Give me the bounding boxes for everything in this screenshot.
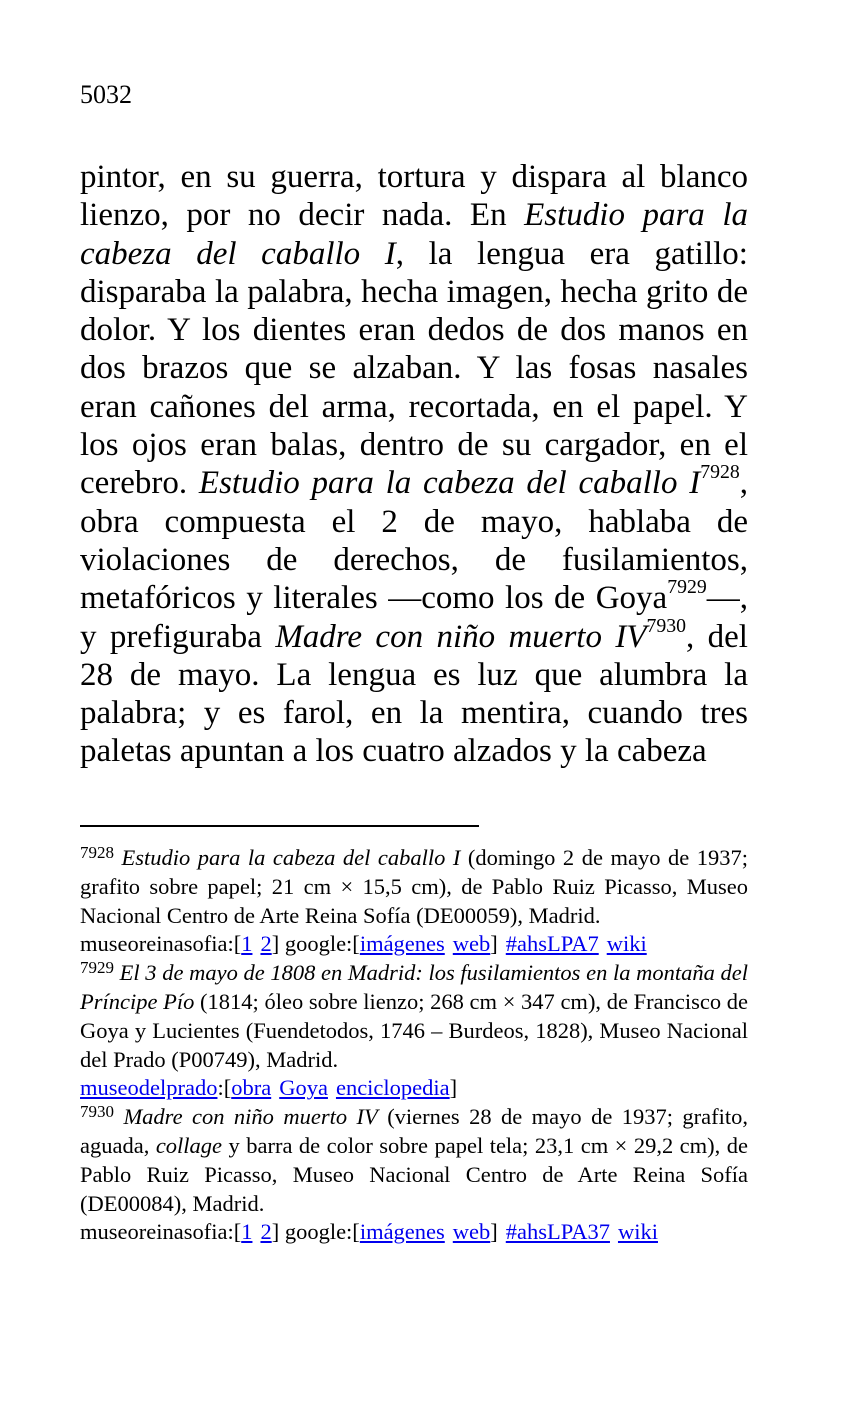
body-text-5: , del 28 de mayo. La lengua es luz que alumbra la palabra; y es farol, en la mentira, cuando tres paletas apuntan a los cuatro alzados y la cabeza xyxy=(80,618,748,770)
body-text-3: , obra compuesta el 2 de mayo, hablaba de violaciones de derechos, de fusilamientos, metafóricos y literales —como los de Goya xyxy=(80,465,748,617)
link-ahslpa37[interactable]: #ahsLPA37 xyxy=(505,1219,610,1245)
link-prefix: museoreinasofia:[ xyxy=(80,1219,242,1245)
link-wiki[interactable]: wiki xyxy=(617,1219,658,1245)
link-museoreinasofia-1[interactable]: 1 xyxy=(241,1219,253,1245)
footnote-text: (1814; óleo sobre lienzo; 268 cm × 347 cm), de Francisco de Goya y Lucientes (Fuendetodos, 1746 – Burdeos, 1828), Museo Nacional del Prado (P00749), Madrid. xyxy=(80,988,748,1072)
link-bracket-close: ] xyxy=(449,1075,458,1101)
footnote-ref-7928: 7928 xyxy=(700,461,740,484)
footnote-ref-7930: 7930 xyxy=(646,614,687,637)
footnotes xyxy=(80,844,748,1247)
link-google-images[interactable]: imágenes xyxy=(359,931,445,957)
body-text-4: —, y prefiguraba xyxy=(80,580,748,655)
footnote-links-7928 xyxy=(80,930,748,959)
body-text-2: , la lengua era gatillo: disparaba la palabra, hecha imagen, hecha grito de dolor. Y los dientes eran dedos de dos manos en dos brazos que se alzaban. Y las fosas nasales eran cañones del arma, recortada, en el papel. Y los ojos eran balas, dentro de su cargador, en el cerebro. xyxy=(80,235,748,502)
footnote-text-1: (viernes 28 de mayo de 1937; grafito, aguada, xyxy=(80,1104,749,1158)
footnote-7928 xyxy=(80,844,748,930)
footnote-italic-term: collage xyxy=(155,1132,223,1158)
link-google-web[interactable]: web xyxy=(452,931,491,957)
footnote-number: 7929 xyxy=(80,958,114,978)
footnote-separator xyxy=(80,825,479,827)
link-museoreinasofia-1[interactable]: 1 xyxy=(241,931,253,957)
footnote-ref-7929: 7929 xyxy=(667,576,707,599)
link-museoreinasofia-2[interactable]: 2 xyxy=(260,931,272,957)
artwork-title-3: Madre con niño muerto IV xyxy=(275,618,647,655)
link-google-images[interactable]: imágenes xyxy=(359,1219,445,1245)
page-number: 5032 xyxy=(80,80,132,109)
footnote-text-2: y barra de color sobre papel tela; 23,1 cm × 29,2 cm), de Pablo Ruiz Picasso, Museo Nacional Centro de Arte Reina Sofía (DE00084), Madrid. xyxy=(80,1132,748,1216)
link-separator: ] google:[ xyxy=(271,1219,360,1245)
footnote-7929 xyxy=(80,959,748,1074)
footnote-text: (domingo 2 de mayo de 1937; grafito sobre papel; 21 cm × 15,5 cm), de Pablo Ruiz Picasso, Museo Nacional Centro de Arte Reina Sofía (DE00059), Madrid. xyxy=(80,845,748,928)
link-separator: ] google:[ xyxy=(271,931,360,957)
footnote-title: Estudio para la cabeza del caballo I xyxy=(121,845,461,870)
footnote-title: El 3 de mayo de 1808 en Madrid: los fusilamientos en la montaña del Príncipe Pío xyxy=(80,960,749,1014)
artwork-title-1: Estudio para la cabeza del caballo I xyxy=(80,197,748,272)
body-text-1: pintor, en su guerra, tortura y dispara al blanco lienzo, por no decir nada. En xyxy=(80,159,748,234)
footnote-number: 7928 xyxy=(80,843,114,862)
link-prefix: museoreinasofia:[ xyxy=(80,931,242,957)
link-bracket-close: ] xyxy=(490,931,498,957)
link-google-web[interactable]: web xyxy=(452,1219,491,1245)
footnote-links-7929 xyxy=(80,1074,748,1103)
link-enciclopedia[interactable]: enciclopedia xyxy=(335,1075,450,1101)
link-wiki[interactable]: wiki xyxy=(606,931,647,957)
link-ahslpa7[interactable]: #ahsLPA7 xyxy=(505,931,599,957)
link-goya[interactable]: Goya xyxy=(279,1075,328,1101)
body-paragraph xyxy=(80,158,748,771)
footnote-number: 7930 xyxy=(80,1102,114,1122)
footnote-title: Madre con niño muerto IV xyxy=(123,1104,378,1130)
link-obra[interactable]: obra xyxy=(231,1075,272,1101)
link-separator: :[ xyxy=(217,1075,232,1101)
link-bracket-close: ] xyxy=(490,1219,498,1245)
link-museoreinasofia-2[interactable]: 2 xyxy=(260,1219,272,1245)
link-museodelprado[interactable]: museodelprado xyxy=(80,1075,218,1101)
footnote-links-7930 xyxy=(80,1218,748,1247)
footnote-7930 xyxy=(80,1103,748,1218)
artwork-title-2: Estudio para la cabeza del caballo I xyxy=(198,465,701,502)
